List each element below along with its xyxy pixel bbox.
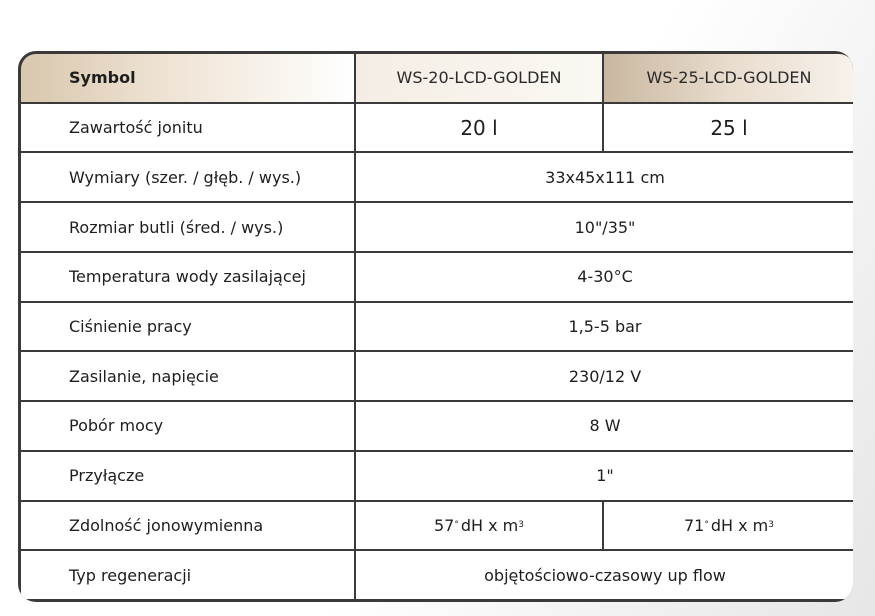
capacity-unit: dH x m (460, 515, 519, 535)
bottle-value: 10"/35" (356, 203, 853, 251)
row-label-regeneration: Typ regeneracji (21, 551, 354, 599)
header-symbol: Symbol (21, 54, 354, 102)
header-model-ws25: WS-25-LCD-GOLDEN (604, 54, 853, 102)
capacity-number: 71 (683, 515, 705, 535)
power-draw-value: 8 W (356, 402, 853, 450)
row-label-dimensions: Wymiary (szer. / głęb. / wys.) (21, 153, 354, 201)
row-label-resin: Zawartość jonitu (21, 104, 354, 152)
row-label-bottle: Rozmiar butli (śred. / wys.) (21, 203, 354, 251)
resin-value-ws25: 25 l (604, 104, 853, 152)
degree-symbol: ° (704, 520, 709, 531)
pressure-value: 1,5-5 bar (356, 303, 853, 351)
capacity-unit: dH x m (710, 515, 769, 535)
degree-symbol: ° (454, 520, 459, 531)
row-label-power-supply: Zasilanie, napięcie (21, 352, 354, 400)
header-model-ws20: WS-20-LCD-GOLDEN (356, 54, 602, 102)
capacity-value-ws25: 71 ° dH x m 3 (604, 502, 853, 550)
row-label-connection: Przyłącze (21, 452, 354, 500)
row-label-pressure: Ciśnienie pracy (21, 303, 354, 351)
connection-value: 1" (356, 452, 853, 500)
resin-value-ws20: 20 l (356, 104, 602, 152)
power-supply-value: 230/12 V (356, 352, 853, 400)
row-label-power-draw: Pobór mocy (21, 402, 354, 450)
regeneration-value: objętościowo-czasowy up flow (356, 551, 853, 599)
water-temp-value: 4-30°C (356, 253, 853, 301)
spec-table (18, 51, 853, 602)
row-label-capacity: Zdolność jonowymienna (21, 502, 354, 550)
capacity-value-ws20: 57 ° dH x m 3 (356, 502, 602, 550)
capacity-number: 57 (433, 515, 455, 535)
dimensions-value: 33x45x111 cm (356, 153, 853, 201)
row-label-water-temp: Temperatura wody zasilającej (21, 253, 354, 301)
